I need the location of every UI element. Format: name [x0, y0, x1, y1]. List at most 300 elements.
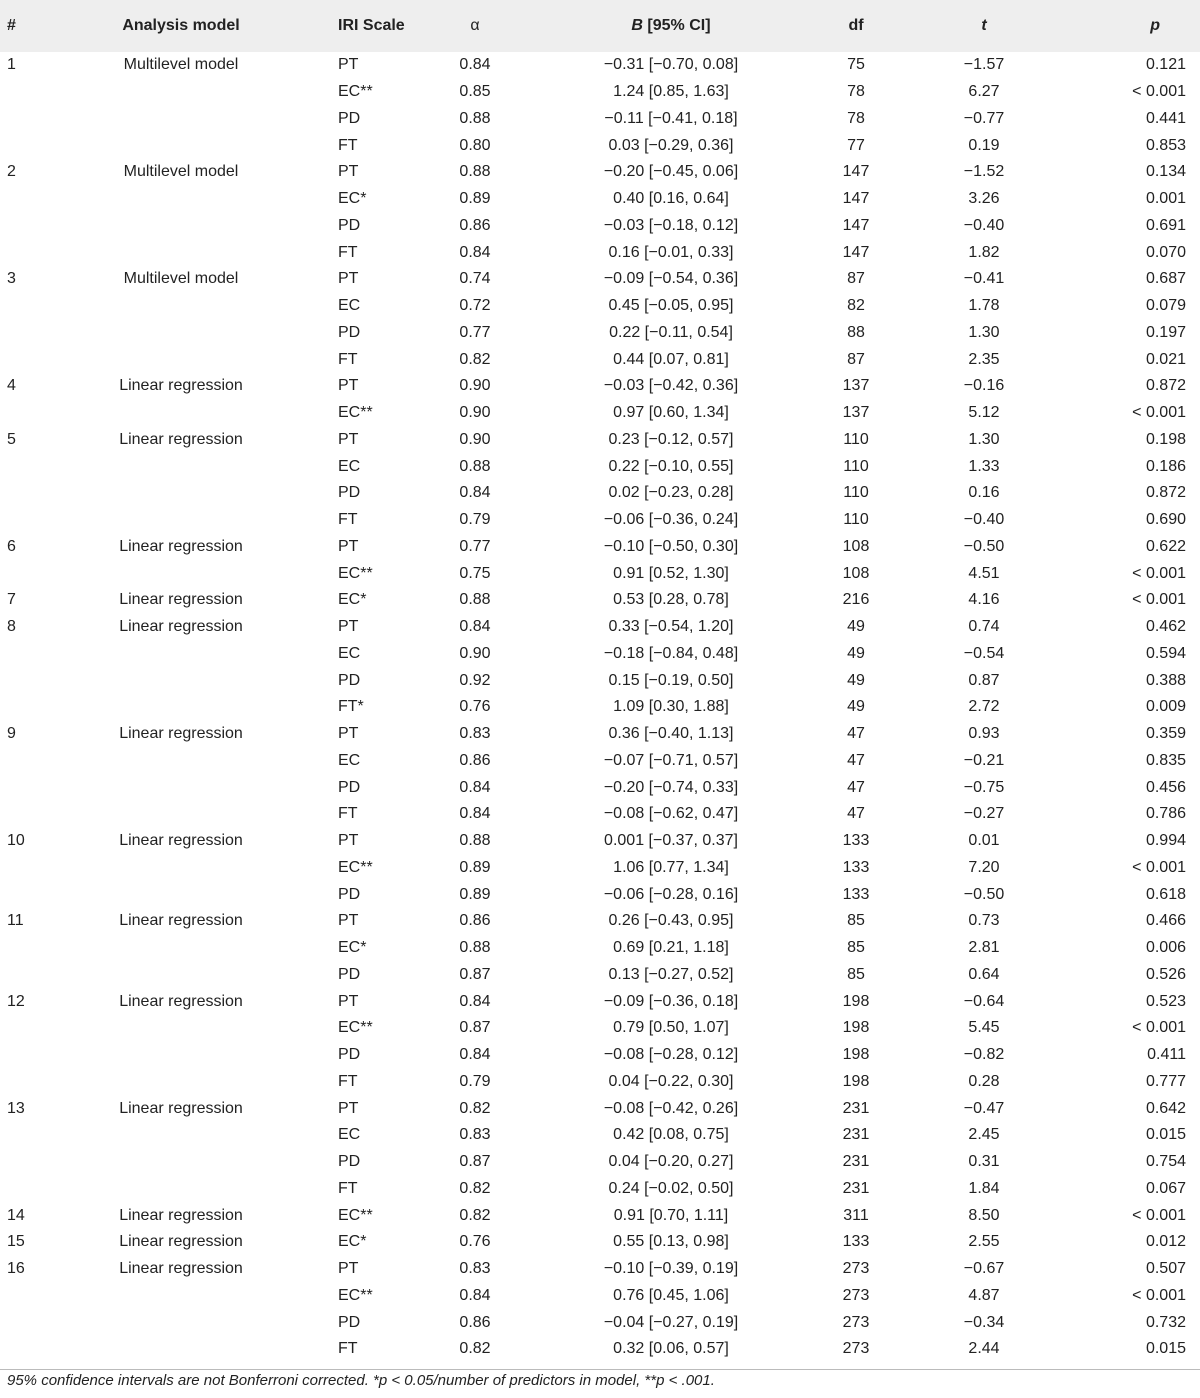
b-ci-value: 0.91 [0.52, 1.30]: [613, 564, 729, 582]
study-number: [0, 1176, 70, 1203]
alpha-value: 0.84: [459, 243, 491, 261]
t-value: −1.57: [963, 56, 1005, 74]
df-value: 198: [842, 1019, 870, 1037]
b-ci-value: 0.26 [−0.43, 0.95]: [608, 912, 734, 930]
header-num: #: [7, 17, 16, 34]
study-number: 7: [7, 591, 16, 609]
t-value: 3.26: [968, 190, 1000, 208]
p-value: 0.456: [1145, 778, 1186, 796]
alpha-value: 0.90: [459, 404, 491, 422]
analysis-model: [70, 774, 292, 801]
p-value: 0.121: [1145, 56, 1186, 74]
alpha-value: 0.82: [459, 1340, 491, 1358]
alpha-value: 0.87: [459, 1019, 491, 1037]
study-number: 6: [7, 537, 16, 555]
analysis-model: [70, 1283, 292, 1310]
p-value: 0.070: [1145, 243, 1186, 261]
alpha-value: 0.80: [459, 136, 491, 154]
df-value: 47: [847, 751, 865, 769]
alpha-value: 0.82: [459, 350, 491, 368]
t-value: 5.12: [968, 404, 1000, 422]
b-ci-value: 0.55 [0.13, 0.98]: [613, 1233, 729, 1251]
study-number: [0, 293, 70, 320]
table-row: [0, 400, 1200, 427]
study-number: 15: [7, 1233, 25, 1251]
analysis-model: [70, 507, 292, 534]
df-value: 49: [847, 671, 865, 689]
alpha-value: 0.77: [459, 323, 491, 341]
alpha-value: 0.84: [459, 805, 491, 823]
p-value: 0.134: [1145, 163, 1186, 181]
iri-scale: EC**: [338, 1019, 373, 1037]
iri-scale: PD: [338, 965, 361, 983]
b-ci-value: −0.08 [−0.42, 0.26]: [603, 1099, 739, 1117]
table-row: [0, 453, 1200, 480]
analysis-model: [70, 1149, 292, 1176]
study-number: [0, 1015, 70, 1042]
study-number: [0, 186, 70, 213]
table-row: [0, 935, 1200, 962]
analysis-model: Multilevel model: [123, 270, 239, 288]
table-row: [0, 266, 1200, 293]
df-value: 147: [842, 216, 870, 234]
df-value: 47: [847, 725, 865, 743]
df-value: 88: [847, 323, 865, 341]
t-value: −0.21: [963, 751, 1005, 769]
p-value: 0.690: [1145, 511, 1186, 529]
iri-scale: EC**: [338, 83, 373, 101]
b-ci-value: −0.09 [−0.54, 0.36]: [603, 270, 739, 288]
header-b-symbol: B: [631, 17, 643, 34]
df-value: 137: [842, 404, 870, 422]
t-value: 2.72: [968, 698, 1000, 716]
study-number: 12: [7, 992, 25, 1010]
header-df: df: [848, 17, 864, 34]
t-value: 1.84: [968, 1179, 1000, 1197]
b-ci-value: 0.42 [0.08, 0.75]: [613, 1126, 729, 1144]
p-value: 0.642: [1145, 1099, 1186, 1117]
p-value: 0.021: [1145, 350, 1186, 368]
alpha-value: 0.83: [459, 1126, 491, 1144]
t-value: −1.52: [963, 163, 1005, 181]
study-number: [0, 694, 70, 721]
iri-scale: EC: [338, 1126, 361, 1144]
p-value: 0.687: [1145, 270, 1186, 288]
b-ci-value: −0.03 [−0.18, 0.12]: [603, 216, 739, 234]
analysis-model: [70, 801, 292, 828]
alpha-value: 0.84: [459, 484, 491, 502]
table-row: [0, 239, 1200, 266]
iri-scale: PT: [338, 163, 359, 181]
df-value: 87: [847, 350, 865, 368]
t-value: −0.47: [963, 1099, 1005, 1117]
alpha-value: 0.83: [459, 1260, 491, 1278]
alpha-value: 0.86: [459, 216, 491, 234]
t-value: −0.16: [963, 377, 1005, 395]
b-ci-value: −0.09 [−0.36, 0.18]: [603, 992, 739, 1010]
b-ci-value: 0.23 [−0.12, 0.57]: [608, 430, 734, 448]
iri-scale: EC**: [338, 564, 373, 582]
alpha-value: 0.92: [459, 671, 491, 689]
iri-scale: EC**: [338, 1206, 373, 1224]
df-value: 49: [847, 618, 865, 636]
table-row: [0, 427, 1200, 454]
table-row: [0, 480, 1200, 507]
iri-scale: PT: [338, 832, 359, 850]
p-value: 0.466: [1145, 912, 1186, 930]
analysis-model: [70, 1309, 292, 1336]
p-value: 0.012: [1145, 1233, 1186, 1251]
table-row: [0, 1283, 1200, 1310]
alpha-value: 0.77: [459, 537, 491, 555]
analysis-model: [70, 480, 292, 507]
alpha-value: 0.72: [459, 297, 491, 315]
df-value: 133: [842, 858, 870, 876]
df-value: 273: [842, 1340, 870, 1358]
p-value: 0.618: [1145, 885, 1186, 903]
p-value: < 0.001: [1132, 404, 1186, 422]
alpha-value: 0.87: [459, 965, 491, 983]
df-value: 85: [847, 939, 865, 957]
analysis-model: Linear regression: [119, 992, 243, 1010]
b-ci-value: 0.24 [−0.02, 0.50]: [608, 1179, 734, 1197]
table-row: [0, 213, 1200, 240]
df-value: 110: [843, 511, 869, 529]
df-value: 231: [842, 1126, 870, 1144]
b-ci-value: 1.09 [0.30, 1.88]: [613, 698, 729, 716]
iri-scale: EC: [338, 644, 361, 662]
p-value: 0.526: [1145, 965, 1186, 983]
b-ci-value: 0.04 [−0.22, 0.30]: [608, 1072, 734, 1090]
p-value: 0.853: [1145, 136, 1186, 154]
df-value: 77: [847, 136, 865, 154]
table-row: [0, 855, 1200, 882]
t-value: 2.44: [968, 1340, 1000, 1358]
analysis-model: Linear regression: [119, 1260, 243, 1278]
p-value: 0.732: [1145, 1313, 1186, 1331]
study-number: 9: [7, 725, 16, 743]
table-row: [0, 1095, 1200, 1122]
analysis-model: Linear regression: [119, 377, 243, 395]
alpha-value: 0.88: [459, 109, 491, 127]
t-value: 0.73: [968, 912, 1000, 930]
iri-scale: PD: [338, 109, 361, 127]
df-value: 85: [847, 965, 865, 983]
b-ci-value: −0.20 [−0.74, 0.33]: [603, 778, 739, 796]
df-value: 133: [842, 832, 870, 850]
table-row: [0, 1309, 1200, 1336]
t-value: −0.54: [963, 644, 1005, 662]
df-value: 311: [843, 1206, 869, 1224]
b-ci-value: −0.08 [−0.28, 0.12]: [603, 1046, 739, 1064]
p-value: 0.186: [1145, 457, 1186, 475]
b-ci-value: 0.33 [−0.54, 1.20]: [608, 618, 734, 636]
table-row: [0, 1069, 1200, 1096]
table-body: [0, 52, 1200, 1363]
df-value: 147: [842, 243, 870, 261]
iri-scale: PD: [338, 484, 361, 502]
df-value: 231: [842, 1099, 870, 1117]
iri-scale: PT: [338, 992, 359, 1010]
table-row: [0, 79, 1200, 106]
p-value: < 0.001: [1132, 1286, 1186, 1304]
p-value: 0.462: [1145, 618, 1186, 636]
df-value: 47: [847, 778, 865, 796]
analysis-model: [70, 855, 292, 882]
b-ci-value: −0.08 [−0.62, 0.47]: [603, 805, 739, 823]
study-number: 11: [7, 912, 24, 930]
p-value: 0.198: [1145, 430, 1186, 448]
study-number: 13: [7, 1099, 25, 1117]
iri-scale: EC*: [338, 190, 367, 208]
df-value: 216: [842, 591, 870, 609]
alpha-value: 0.82: [459, 1179, 491, 1197]
b-ci-value: −0.20 [−0.45, 0.06]: [603, 163, 739, 181]
study-number: 2: [7, 163, 16, 181]
analysis-model: Multilevel model: [123, 56, 239, 74]
table-row: [0, 106, 1200, 133]
table-row: [0, 587, 1200, 614]
b-ci-value: 0.91 [0.70, 1.11]: [613, 1206, 729, 1224]
b-ci-value: 0.45 [−0.05, 0.95]: [608, 297, 734, 315]
p-value: < 0.001: [1132, 564, 1186, 582]
header-p-symbol: p: [1150, 17, 1160, 34]
t-value: 0.19: [968, 136, 1000, 154]
t-value: 6.27: [968, 83, 1000, 101]
b-ci-value: 0.53 [0.28, 0.78]: [613, 591, 729, 609]
alpha-value: 0.82: [459, 1206, 491, 1224]
alpha-value: 0.79: [459, 511, 491, 529]
table-row: [0, 694, 1200, 721]
t-value: −0.41: [963, 270, 1005, 288]
alpha-value: 0.83: [459, 725, 491, 743]
table-row: [0, 641, 1200, 668]
alpha-value: 0.88: [459, 832, 491, 850]
t-value: 0.87: [968, 671, 1000, 689]
iri-scale: PT: [338, 377, 359, 395]
iri-scale: EC**: [338, 404, 373, 422]
df-value: 75: [847, 56, 865, 74]
iri-scale: PT: [338, 537, 359, 555]
table-row: [0, 1122, 1200, 1149]
study-number: 10: [7, 832, 25, 850]
iri-scale: EC*: [338, 939, 367, 957]
b-ci-value: −0.31 [−0.70, 0.08]: [603, 56, 739, 74]
alpha-value: 0.76: [459, 698, 491, 716]
study-number: [0, 480, 70, 507]
study-number: [0, 881, 70, 908]
iri-scale: PT: [338, 1260, 359, 1278]
table-row: [0, 52, 1200, 79]
study-number: [0, 79, 70, 106]
alpha-value: 0.89: [459, 858, 491, 876]
b-ci-value: −0.10 [−0.39, 0.19]: [603, 1260, 739, 1278]
analysis-model: [70, 1042, 292, 1069]
t-value: 0.28: [968, 1072, 1000, 1090]
iri-scale: EC*: [338, 591, 367, 609]
p-value: < 0.001: [1132, 1206, 1186, 1224]
b-ci-value: 0.79 [0.50, 1.07]: [613, 1019, 729, 1037]
study-number: [0, 346, 70, 373]
analysis-model: [70, 1176, 292, 1203]
t-value: 0.64: [968, 965, 1000, 983]
b-ci-value: 0.03 [−0.29, 0.36]: [608, 136, 734, 154]
p-value: 0.622: [1145, 537, 1186, 555]
study-number: [0, 1042, 70, 1069]
iri-scale: PT: [338, 618, 359, 636]
p-value: 0.001: [1145, 190, 1186, 208]
iri-scale: FT: [338, 1340, 358, 1358]
b-ci-value: −0.06 [−0.28, 0.16]: [603, 885, 739, 903]
analysis-model: [70, 641, 292, 668]
t-value: 2.55: [968, 1233, 1000, 1251]
t-value: 0.01: [968, 832, 1000, 850]
df-value: 147: [842, 190, 870, 208]
p-value: 0.441: [1145, 109, 1186, 127]
alpha-value: 0.86: [459, 1313, 491, 1331]
study-number: [0, 507, 70, 534]
study-number: [0, 1069, 70, 1096]
header-analysis-model: Analysis model: [122, 17, 240, 34]
alpha-value: 0.88: [459, 591, 491, 609]
header-b-ci: [542, 0, 800, 52]
b-ci-value: 0.40 [0.16, 0.64]: [613, 190, 729, 208]
analysis-model: [70, 346, 292, 373]
table-row: [0, 1256, 1200, 1283]
df-value: 47: [847, 805, 865, 823]
header-t-symbol: t: [981, 17, 987, 34]
t-value: 2.45: [968, 1126, 1000, 1144]
study-number: [0, 962, 70, 989]
df-value: 49: [847, 698, 865, 716]
b-ci-value: −0.04 [−0.27, 0.19]: [603, 1313, 739, 1331]
study-number: [0, 453, 70, 480]
t-value: −0.77: [963, 109, 1005, 127]
analysis-model: Linear regression: [119, 591, 243, 609]
alpha-value: 0.84: [459, 1286, 491, 1304]
b-ci-value: 0.32 [0.06, 0.57]: [613, 1340, 729, 1358]
study-number: [0, 320, 70, 347]
analysis-model: [70, 320, 292, 347]
table-header: [0, 0, 1200, 52]
study-number: [0, 935, 70, 962]
alpha-value: 0.89: [459, 190, 491, 208]
iri-scale: PT: [338, 270, 359, 288]
iri-scale: PD: [338, 323, 361, 341]
b-ci-value: 0.44 [0.07, 0.81]: [613, 350, 729, 368]
analysis-model: Linear regression: [119, 1233, 243, 1251]
alpha-value: 0.82: [459, 1099, 491, 1117]
iri-scale: EC: [338, 751, 361, 769]
study-number: [0, 560, 70, 587]
analysis-model: Linear regression: [119, 832, 243, 850]
study-number: 1: [7, 56, 16, 74]
p-value: 0.015: [1145, 1340, 1186, 1358]
b-ci-value: −0.11 [−0.41, 0.18]: [604, 109, 738, 127]
header-t: [912, 0, 1056, 52]
analysis-model: [70, 132, 292, 159]
t-value: 1.78: [968, 297, 1000, 315]
df-value: 198: [842, 1046, 870, 1064]
table-row: [0, 1015, 1200, 1042]
p-value: 0.006: [1145, 939, 1186, 957]
table-row: [0, 560, 1200, 587]
p-value: 0.015: [1145, 1126, 1186, 1144]
analysis-model: Linear regression: [119, 537, 243, 555]
iri-scale: PT: [338, 725, 359, 743]
table-row: [0, 346, 1200, 373]
table-row: [0, 1149, 1200, 1176]
b-ci-value: 0.16 [−0.01, 0.33]: [608, 243, 734, 261]
iri-scale: FT: [338, 511, 358, 529]
b-ci-value: 0.22 [−0.10, 0.55]: [608, 457, 734, 475]
study-number: 4: [7, 377, 16, 395]
alpha-value: 0.79: [459, 1072, 491, 1090]
analysis-model: [70, 293, 292, 320]
table-row: [0, 774, 1200, 801]
analysis-model: [70, 1069, 292, 1096]
p-value: 0.835: [1145, 751, 1186, 769]
study-number: [0, 213, 70, 240]
p-value: 0.009: [1145, 698, 1186, 716]
b-ci-value: 0.36 [−0.40, 1.13]: [608, 725, 734, 743]
b-ci-value: 0.15 [−0.19, 0.50]: [608, 671, 734, 689]
study-number: [0, 1122, 70, 1149]
t-value: −0.40: [963, 511, 1005, 529]
analysis-model: [70, 1015, 292, 1042]
alpha-value: 0.88: [459, 457, 491, 475]
iri-scale: EC: [338, 297, 361, 315]
study-number: [0, 1309, 70, 1336]
iri-scale: PD: [338, 216, 361, 234]
study-number: [0, 132, 70, 159]
b-ci-value: −0.18 [−0.84, 0.48]: [603, 644, 739, 662]
df-value: 82: [847, 297, 865, 315]
df-value: 108: [842, 537, 870, 555]
t-value: 1.30: [968, 430, 1000, 448]
table-row: [0, 1336, 1200, 1363]
study-number: [0, 855, 70, 882]
analysis-model: Linear regression: [119, 618, 243, 636]
p-value: 0.197: [1145, 323, 1186, 341]
t-value: −0.75: [963, 778, 1005, 796]
t-value: 5.45: [968, 1019, 1000, 1037]
alpha-value: 0.85: [459, 83, 491, 101]
alpha-value: 0.86: [459, 751, 491, 769]
table-row: [0, 881, 1200, 908]
t-value: 1.33: [968, 457, 1000, 475]
t-value: 0.74: [968, 618, 1000, 636]
alpha-value: 0.84: [459, 56, 491, 74]
df-value: 85: [847, 912, 865, 930]
iri-scale: EC**: [338, 858, 373, 876]
study-number: [0, 1336, 70, 1363]
alpha-value: 0.84: [459, 992, 491, 1010]
analysis-model: [70, 748, 292, 775]
df-value: 198: [842, 992, 870, 1010]
p-value: 0.786: [1145, 805, 1186, 823]
alpha-value: 0.84: [459, 1046, 491, 1064]
analysis-model: Linear regression: [119, 1206, 243, 1224]
alpha-value: 0.89: [459, 885, 491, 903]
df-value: 78: [847, 109, 865, 127]
t-value: 4.16: [968, 591, 1000, 609]
p-value: 0.067: [1145, 1179, 1186, 1197]
header-alpha: [408, 0, 542, 52]
alpha-value: 0.87: [459, 1153, 491, 1171]
table-row: [0, 373, 1200, 400]
df-value: 133: [842, 1233, 870, 1251]
